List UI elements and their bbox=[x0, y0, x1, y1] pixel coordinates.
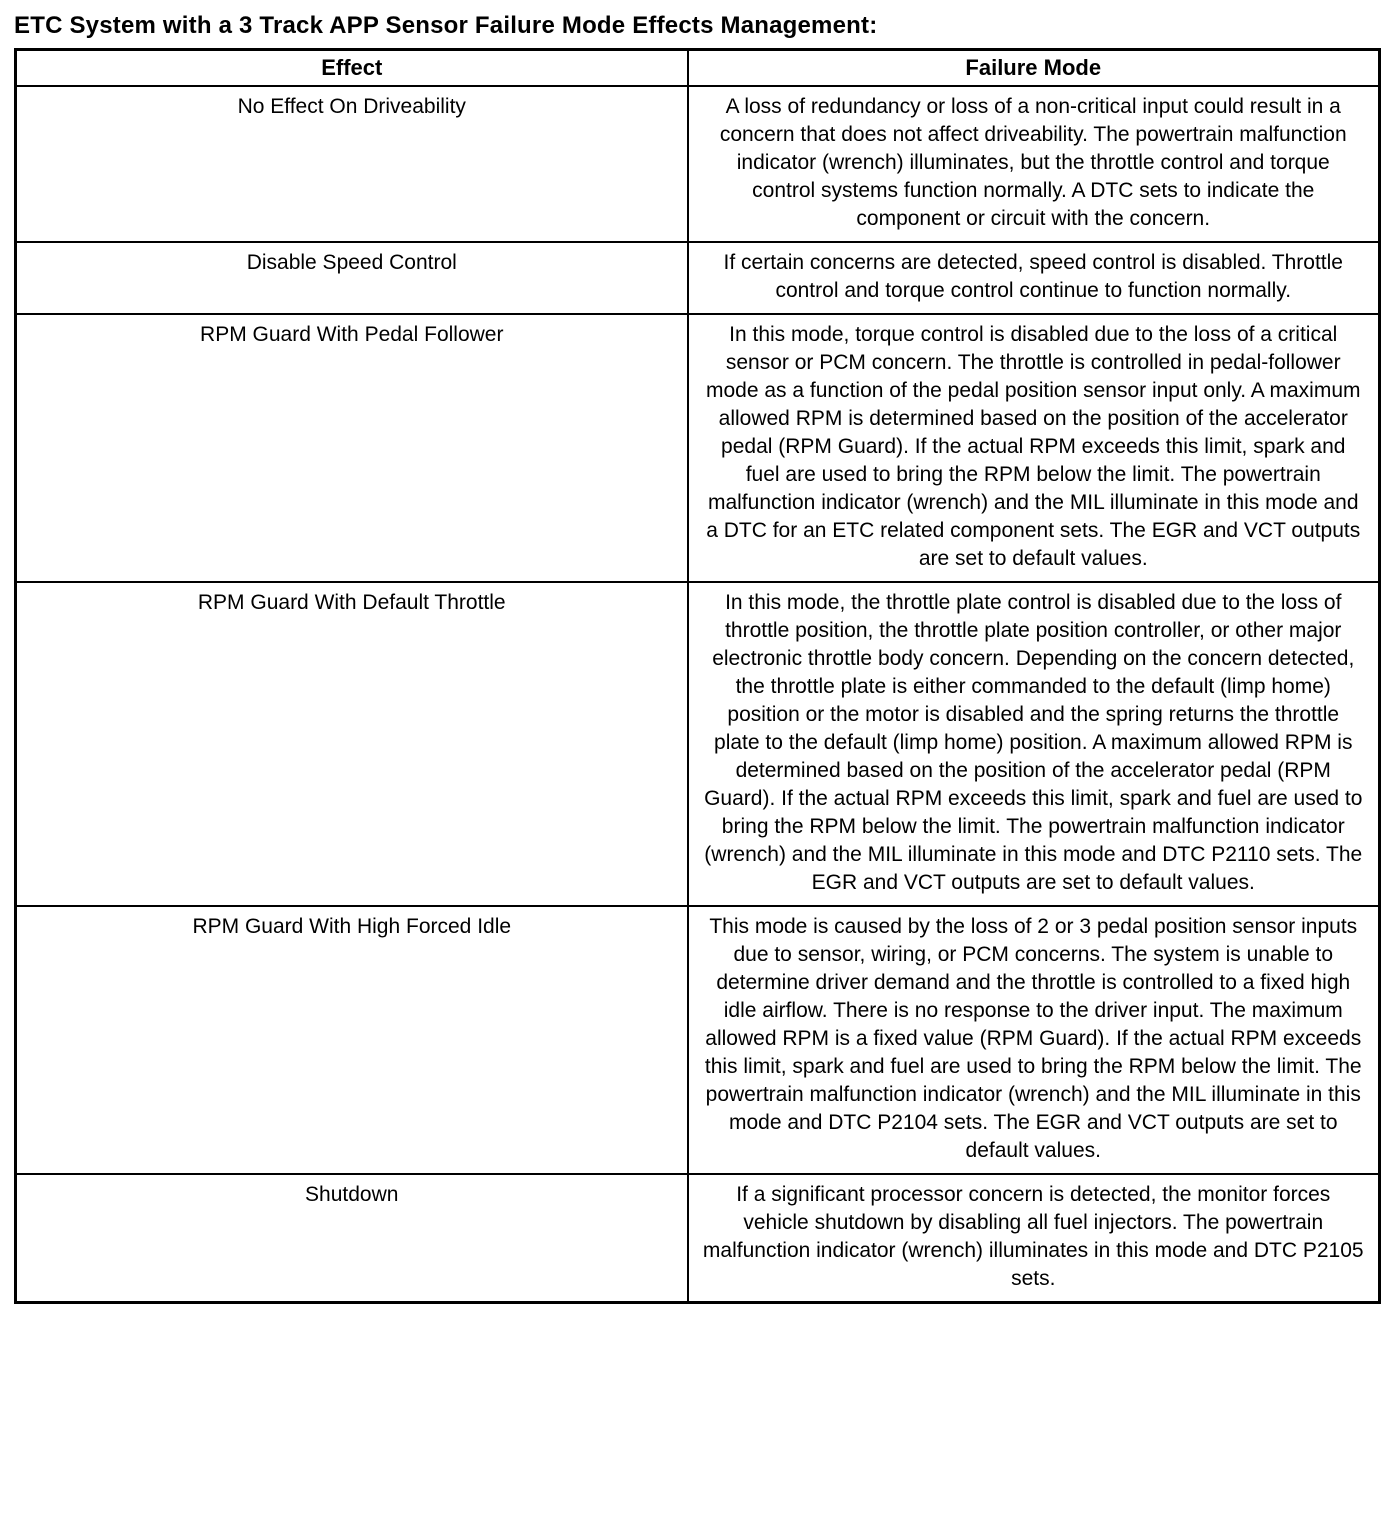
table-row bbox=[16, 242, 1380, 314]
column-header-effect: Effect bbox=[16, 50, 688, 87]
effect-cell: RPM Guard With Default Throttle bbox=[16, 582, 688, 906]
effect-cell: RPM Guard With Pedal Follower bbox=[16, 314, 688, 582]
failure-mode-cell: If certain concerns are detected, speed control is disabled. Throttle control and torque control continue to function normally. bbox=[688, 242, 1380, 314]
failure-mode-cell: If a significant processor concern is detected, the monitor forces vehicle shutdown by disabling all fuel injectors. The powertrain malfunction indicator (wrench) illuminates in this mode and DTC P2105 sets. bbox=[688, 1174, 1380, 1303]
column-header-failure-mode: Failure Mode bbox=[688, 50, 1380, 87]
effect-cell: No Effect On Driveability bbox=[16, 86, 688, 242]
table-header-row bbox=[16, 50, 1380, 87]
effect-cell: RPM Guard With High Forced Idle bbox=[16, 906, 688, 1174]
table-row bbox=[16, 86, 1380, 242]
failure-mode-cell: A loss of redundancy or loss of a non-critical input could result in a concern that does not affect driveability. The powertrain malfunction indicator (wrench) illuminates, but the throttle control and torque control systems function normally. A DTC sets to indicate the component or circuit with the concern. bbox=[688, 86, 1380, 242]
failure-mode-cell: In this mode, the throttle plate control is disabled due to the loss of throttle position, the throttle plate position controller, or other major electronic throttle body concern. Depending on the concern detected, the throttle plate is either commanded to the default (limp home) position or the motor is disabled and the spring returns the throttle plate to the default (limp home) position. A maximum allowed RPM is determined based on the position of the accelerator pedal (RPM Guard). If the actual RPM exceeds this limit, spark and fuel are used to bring the RPM below the limit. The powertrain malfunction indicator (wrench) and the MIL illuminate in this mode and DTC P2110 sets. The EGR and VCT outputs are set to default values. bbox=[688, 582, 1380, 906]
table-row bbox=[16, 1174, 1380, 1303]
effect-cell: Disable Speed Control bbox=[16, 242, 688, 314]
failure-mode-cell: This mode is caused by the loss of 2 or 3 pedal position sensor inputs due to sensor, wiring, or PCM concerns. The system is unable to determine driver demand and the throttle is controlled to a fixed high idle airflow. There is no response to the driver input. The maximum allowed RPM is a fixed value (RPM Guard). If the actual RPM exceeds this limit, spark and fuel are used to bring the RPM below the limit. The powertrain malfunction indicator (wrench) and the MIL illuminate in this mode and DTC P2104 sets. The EGR and VCT outputs are set to default values. bbox=[688, 906, 1380, 1174]
page-title: ETC System with a 3 Track APP Sensor Failure Mode Effects Management: bbox=[14, 12, 878, 39]
effect-cell: Shutdown bbox=[16, 1174, 688, 1303]
failure-mode-effects-table bbox=[14, 48, 1381, 1304]
table-row bbox=[16, 314, 1380, 582]
table-row bbox=[16, 582, 1380, 906]
table-row bbox=[16, 906, 1380, 1174]
failure-mode-cell: In this mode, torque control is disabled due to the loss of a critical sensor or PCM concern. The throttle is controlled in pedal-follower mode as a function of the pedal position sensor input only. A maximum allowed RPM is determined based on the position of the accelerator pedal (RPM Guard). If the actual RPM exceeds this limit, spark and fuel are used to bring the RPM below the limit. The powertrain malfunction indicator (wrench) and the MIL illuminate in this mode and a DTC for an ETC related component sets. The EGR and VCT outputs are set to default values. bbox=[688, 314, 1380, 582]
